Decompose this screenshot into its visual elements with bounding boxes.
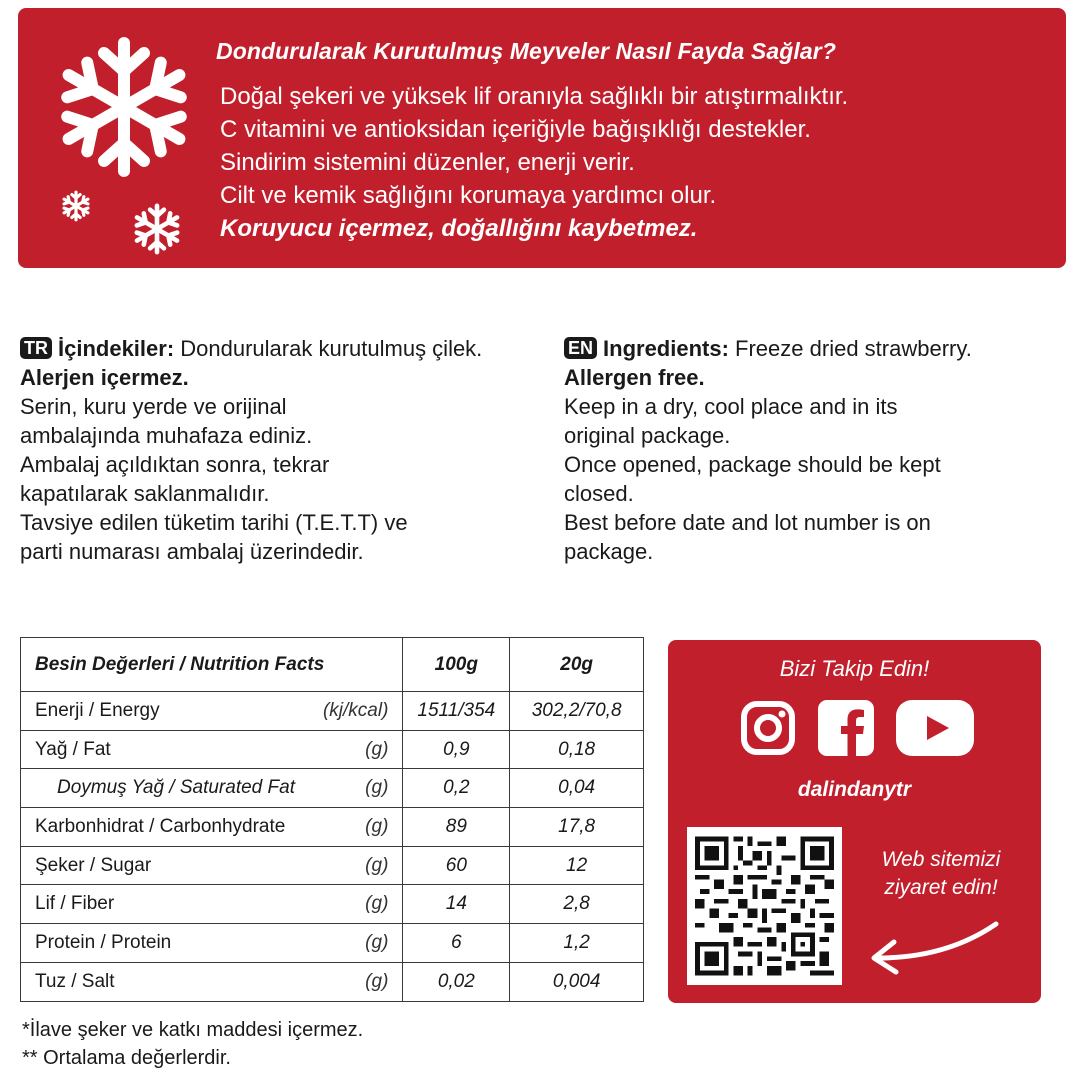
youtube-icon[interactable] bbox=[896, 700, 974, 756]
tr-line: ambalajında muhafaza ediniz. bbox=[20, 423, 313, 448]
nutrient-unit: (g) bbox=[365, 777, 389, 799]
tr-line: kapatılarak saklanmalıdır. bbox=[20, 481, 270, 506]
nutrition-row bbox=[21, 730, 644, 769]
nutrient-unit: (g) bbox=[365, 738, 389, 760]
benefits-list bbox=[220, 80, 848, 245]
en-line: original package. bbox=[564, 423, 731, 448]
nutrition-header-100g: 100g bbox=[403, 638, 510, 692]
small-snowflake-icon bbox=[60, 190, 92, 222]
follow-us-text: Bizi Takip Edin! bbox=[779, 656, 930, 681]
nutrition-header-row bbox=[21, 638, 644, 692]
nutrient-unit: (g) bbox=[365, 815, 389, 837]
en-line: Once opened, package should be kept bbox=[564, 452, 941, 477]
nutrient-value-100g: 14 bbox=[403, 885, 510, 924]
en-allergen: Allergen free. bbox=[564, 365, 705, 390]
tr-line: Tavsiye edilen tüketim tarihi (T.E.T.T) ve bbox=[20, 510, 408, 535]
nutrient-value-100g: 0,2 bbox=[403, 769, 510, 808]
nutrient-value-100g: 0,02 bbox=[403, 962, 510, 1001]
benefit-item: Cilt ve kemik sağlığını korumaya yardımcı olur. bbox=[220, 182, 717, 209]
social-handle[interactable]: dalindanytr bbox=[797, 778, 912, 801]
nutrient-name: Şeker / Sugar bbox=[35, 854, 152, 876]
footnote: *İlave şeker ve katkı maddesi içermez. bbox=[22, 1019, 364, 1041]
nutrition-row bbox=[21, 808, 644, 847]
tr-line: parti numarası ambalaj üzerindedir. bbox=[20, 539, 364, 564]
visit-website-line: Web sitemizi bbox=[881, 848, 1001, 871]
nutrient-name: Protein / Protein bbox=[35, 931, 172, 953]
nutrient-name: Enerji / Energy bbox=[35, 699, 160, 721]
en-ingredients-label: Ingredients: bbox=[603, 336, 729, 361]
tr-line: Ambalaj açıldıktan sonra, tekrar bbox=[20, 452, 330, 477]
turkish-ingredients bbox=[20, 334, 540, 566]
nutrient-name: Yağ / Fat bbox=[35, 738, 111, 760]
tr-ingredients-label: İçindekiler: bbox=[58, 336, 175, 361]
benefits-banner bbox=[18, 8, 1066, 268]
nutrition-row bbox=[21, 962, 644, 1001]
nutrient-name: Karbonhidrat / Carbonhydrate bbox=[35, 815, 286, 837]
en-badge: EN bbox=[564, 337, 597, 359]
nutrient-value-100g: 6 bbox=[403, 924, 510, 963]
benefit-item: Doğal şekeri ve yüksek lif oranıyla sağlıklı bir atıştırmalıktır. bbox=[220, 83, 849, 110]
benefit-emphasis: Koruyucu içermez, doğallığını kaybetmez. bbox=[220, 215, 698, 242]
nutrient-value-100g: 0,9 bbox=[403, 730, 510, 769]
nutrient-value-20g: 0,04 bbox=[510, 769, 644, 808]
en-line: Best before date and lot number is on bbox=[564, 510, 931, 535]
nutrient-name: Lif / Fiber bbox=[35, 893, 115, 915]
footnotes bbox=[22, 1016, 363, 1072]
nutrient-value-20g: 1,2 bbox=[510, 924, 644, 963]
nutrient-unit: (kj/kcal) bbox=[322, 699, 389, 721]
visit-website-text bbox=[856, 846, 1026, 902]
nutrition-row bbox=[21, 692, 644, 731]
nutrition-row bbox=[21, 924, 644, 963]
social-icons bbox=[740, 700, 974, 756]
benefit-item: Sindirim sistemini düzenler, enerji verir. bbox=[220, 149, 635, 176]
nutrient-unit: (g) bbox=[365, 893, 389, 915]
en-line: closed. bbox=[564, 481, 634, 506]
tr-line: Serin, kuru yerde ve orijinal bbox=[20, 394, 287, 419]
banner-title: Dondurularak Kurutulmuş Meyveler Nasıl Fayda Sağlar? bbox=[216, 38, 836, 64]
nutrition-row bbox=[21, 885, 644, 924]
nutrient-unit: (g) bbox=[365, 970, 389, 992]
footnote: ** Ortalama değerlerdir. bbox=[22, 1047, 231, 1069]
nutrition-table bbox=[20, 637, 644, 1002]
en-line: Keep in a dry, cool place and in its bbox=[564, 394, 898, 419]
nutrition-row bbox=[21, 769, 644, 808]
nutrient-name: Doymuş Yağ / Saturated Fat bbox=[57, 777, 295, 799]
en-ingredients-text: Freeze dried strawberry. bbox=[735, 336, 972, 361]
tr-ingredients-line bbox=[20, 334, 540, 363]
en-line: package. bbox=[564, 539, 654, 564]
tr-badge: TR bbox=[20, 337, 52, 359]
nutrient-value-20g: 12 bbox=[510, 846, 644, 885]
nutrient-value-20g: 0,18 bbox=[510, 730, 644, 769]
social-box bbox=[668, 640, 1041, 1003]
nutrition-row bbox=[21, 846, 644, 885]
nutrient-value-20g: 2,8 bbox=[510, 885, 644, 924]
benefit-item: C vitamini ve antioksidan içeriğiyle bağışıklığı destekler. bbox=[220, 116, 811, 143]
en-ingredients-line bbox=[564, 334, 1074, 363]
nutrient-value-20g: 0,004 bbox=[510, 962, 644, 1001]
nutrient-value-20g: 302,2/70,8 bbox=[510, 692, 644, 731]
qr-code-image bbox=[695, 835, 834, 977]
arrow-left-icon bbox=[864, 918, 1002, 978]
tr-allergen: Alerjen içermez. bbox=[20, 365, 189, 390]
nutrient-value-100g: 1511/354 bbox=[403, 692, 510, 731]
instagram-icon[interactable] bbox=[740, 700, 796, 756]
tr-ingredients-text: Dondurularak kurutulmuş çilek. bbox=[180, 336, 483, 361]
nutrient-name: Tuz / Salt bbox=[35, 970, 115, 992]
nutrient-value-100g: 89 bbox=[403, 808, 510, 847]
nutrient-value-100g: 60 bbox=[403, 846, 510, 885]
snowflake-icon bbox=[54, 32, 194, 182]
qr-code[interactable] bbox=[687, 827, 842, 985]
nutrition-header-20g: 20g bbox=[510, 638, 644, 692]
nutrient-value-20g: 17,8 bbox=[510, 808, 644, 847]
nutrient-unit: (g) bbox=[365, 931, 389, 953]
visit-website-line: ziyaret edin! bbox=[884, 876, 998, 899]
facebook-icon[interactable] bbox=[818, 700, 874, 756]
nutrient-unit: (g) bbox=[365, 854, 389, 876]
english-ingredients bbox=[564, 334, 1074, 566]
medium-snowflake-icon bbox=[130, 202, 184, 256]
nutrition-header-label: Besin Değerleri / Nutrition Facts bbox=[21, 638, 403, 692]
